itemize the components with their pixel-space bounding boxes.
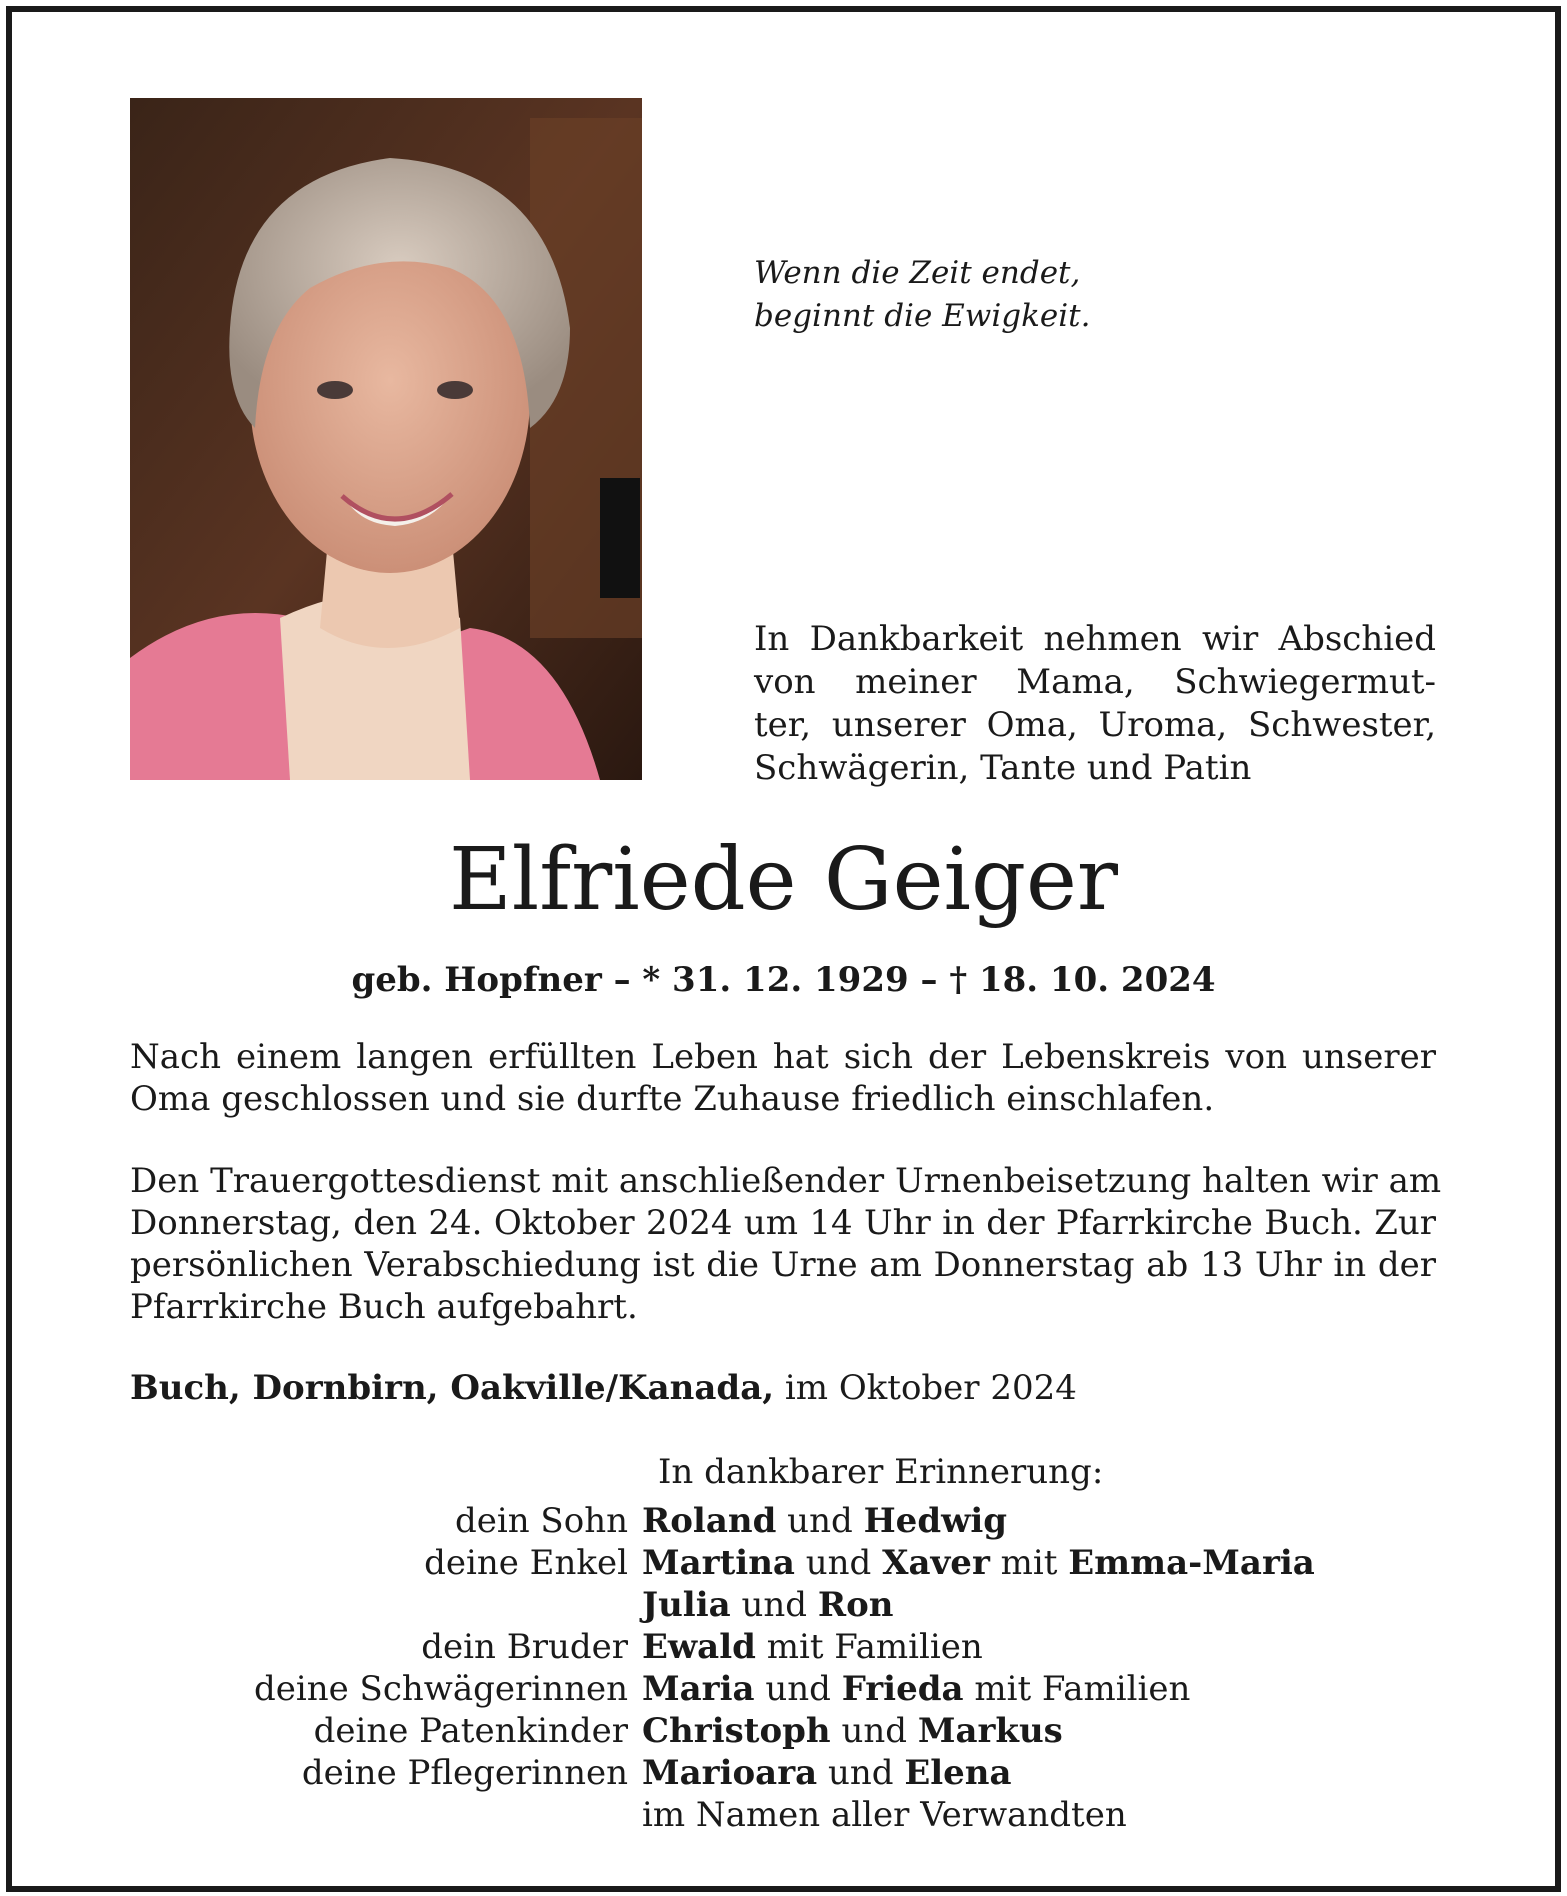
- mourner-relation: deine Patenkinder: [313, 1711, 628, 1751]
- mourner-connector: mit Familien: [963, 1669, 1191, 1709]
- mourner-row: [130, 1668, 1436, 1710]
- mourner-relation: deine Pflegerinnen: [301, 1753, 628, 1793]
- mourner-name: Marioara: [642, 1753, 818, 1793]
- mourner-row: [130, 1500, 1436, 1542]
- mourner-connector: und: [817, 1753, 905, 1793]
- mourner-relation: deine Schwägerinnen: [253, 1669, 628, 1709]
- mourner-connector: mit Familien: [755, 1627, 983, 1667]
- mourner-connector: und: [830, 1711, 918, 1751]
- quote: [754, 252, 1090, 338]
- mourner-row: [130, 1584, 1436, 1626]
- place-date: im Oktober 2024: [784, 1368, 1077, 1408]
- mourner-name: Martina: [642, 1543, 795, 1583]
- mourner-row: [130, 1542, 1436, 1584]
- mourner-names: [642, 1794, 1127, 1836]
- mourner-connector: im Namen aller Verwandten: [642, 1795, 1127, 1835]
- place-and-date: [130, 1366, 1077, 1410]
- mourner-name: Frieda: [841, 1669, 964, 1709]
- mourner-name: Emma-Maria: [1068, 1543, 1315, 1583]
- mourners-list: [130, 1500, 1436, 1836]
- mourner-connector: und: [754, 1669, 842, 1709]
- mourner-name: Maria: [642, 1669, 755, 1709]
- mourner-names: [642, 1752, 1012, 1794]
- mourner-name: Hedwig: [863, 1501, 1008, 1541]
- mourner-names: [642, 1668, 1190, 1710]
- paragraph-line: Den Trauergottesdienst mit anschließender Urnenbeisetzung halten wir am: [130, 1161, 1442, 1201]
- mourner-name: Christoph: [642, 1711, 831, 1751]
- mourner-name: Ewald: [642, 1627, 756, 1667]
- paragraph-line: Donnerstag, den 24. Oktober 2024 um 14 Uhr in der Pfarrkirche Buch. Zur: [130, 1203, 1436, 1243]
- intro-line: ter, unserer Oma, Uroma, Schwester,: [754, 705, 1436, 745]
- mourner-row: [130, 1710, 1436, 1752]
- intro-line: Schwägerin, Tante und Patin: [754, 748, 1252, 788]
- mourner-names: [642, 1542, 1315, 1584]
- mourner-connector: und: [730, 1585, 818, 1625]
- mourner-row: [130, 1626, 1436, 1668]
- paragraph-life: [130, 1036, 1436, 1120]
- mourner-row: [130, 1752, 1436, 1794]
- quote-line: Wenn die Zeit endet,: [754, 255, 1081, 291]
- paragraph-funeral: [130, 1160, 1442, 1328]
- mourner-connector: mit: [989, 1543, 1069, 1583]
- mourner-names: [642, 1710, 1063, 1752]
- birth-death-dates: geb. Hopfner – * 31. 12. 1929 – † 18. 10. 2024: [351, 960, 1216, 1000]
- paragraph-line: Nach einem langen erfüllten Leben hat sich der Lebenskreis von unserer: [130, 1037, 1436, 1077]
- mourner-relation: deine Enkel: [424, 1543, 628, 1583]
- place-locations: Buch, Dornbirn, Oakville/Kanada,: [130, 1368, 775, 1408]
- mourner-connector: und: [794, 1543, 883, 1583]
- mourner-name: Elena: [904, 1753, 1012, 1793]
- paragraph-line: persönlichen Verabschiedung ist die Urne am Donnerstag ab 13 Uhr in der: [130, 1245, 1436, 1285]
- quote-line: beginnt die Ewigkeit.: [754, 298, 1091, 334]
- deceased-name: Elfriede Geiger: [448, 830, 1119, 930]
- mourner-name: Roland: [642, 1501, 777, 1541]
- intro-line: In Dankbarkeit nehmen wir Abschied: [754, 619, 1436, 659]
- paragraph-line: Pfarrkirche Buch aufgebahrt.: [130, 1287, 638, 1327]
- mourner-names: [642, 1626, 983, 1668]
- mourner-name: Markus: [917, 1711, 1063, 1751]
- remembrance-heading: In dankbarer Erinnerung:: [658, 1452, 1104, 1492]
- mourner-name: Julia: [642, 1585, 731, 1625]
- mourner-relation: [130, 1584, 642, 1626]
- portrait-photo: [130, 98, 642, 780]
- mourner-row: [130, 1794, 1436, 1836]
- mourner-name: Xaver: [882, 1543, 990, 1583]
- paragraph-line: Oma geschlossen und sie durfte Zuhause friedlich einschlafen.: [130, 1079, 1215, 1119]
- mourner-names: [642, 1584, 894, 1626]
- mourner-relation: [130, 1794, 642, 1836]
- mourner-names: [642, 1500, 1007, 1542]
- mourner-name: Ron: [817, 1585, 894, 1625]
- mourner-connector: und: [776, 1501, 864, 1541]
- intro-text: [754, 618, 1436, 790]
- intro-line: von meiner Mama, Schwiegermut-: [754, 662, 1436, 702]
- mourner-relation: dein Sohn: [454, 1501, 628, 1541]
- mourner-relation: dein Bruder: [421, 1627, 628, 1667]
